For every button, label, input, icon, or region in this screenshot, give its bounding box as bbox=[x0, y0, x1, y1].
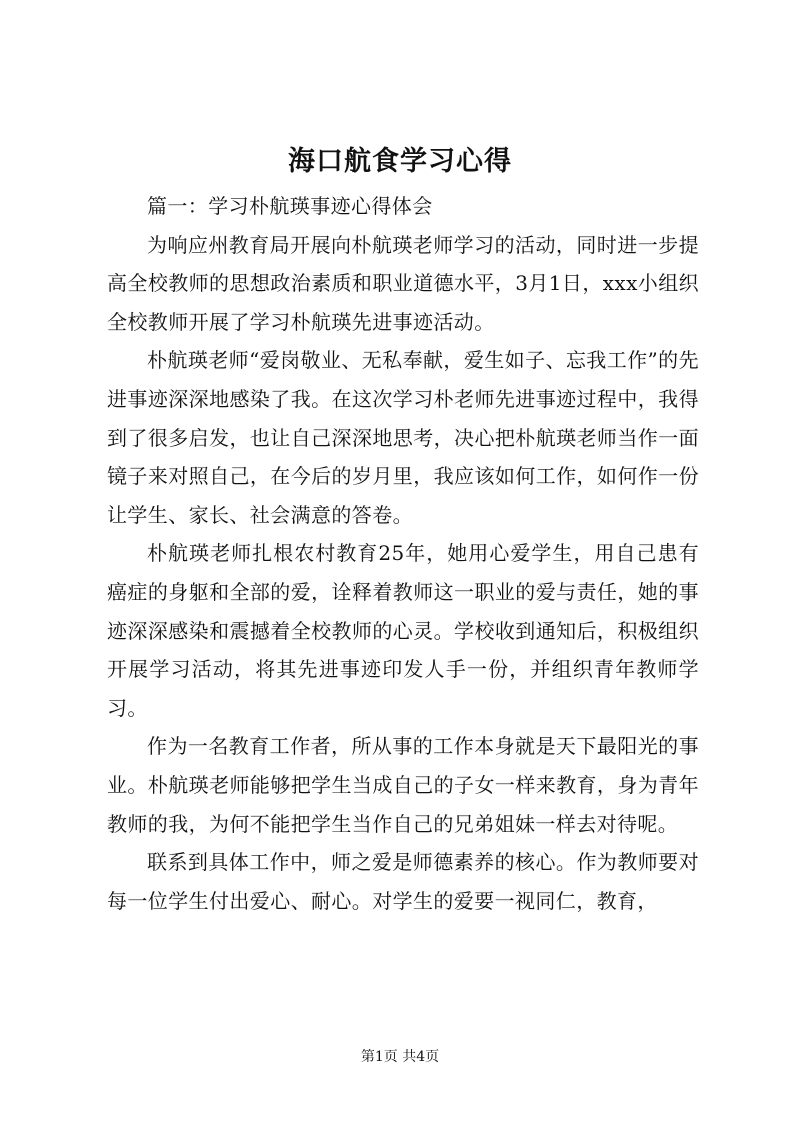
paragraph: 作为一名教育工作者，所从事的工作本身就是天下最阳光的事业。朴航瑛老师能够把学生当成自己的子女一样来教育，身为青年教师的我，为何不能把学生当作自己的兄弟姐妹一样去对待呢。 bbox=[107, 734, 699, 836]
document-body bbox=[107, 187, 699, 920]
paragraph: 朴航瑛老师“爱岗敬业、无私奉献，爱生如子、忘我工作”的先进事迹深深地感染了我。在这次学习朴老师先进事迹过程中，我得到了很多启发，也让自己深深地思考，决心把朴航瑛老师当作一面镜子来对照自己，在今后的岁月里，我应该如何工作，如何作一份让学生、家长、社会满意的答卷。 bbox=[107, 348, 699, 527]
paragraph-subtitle: 篇一：学习朴航瑛事迹心得体会 bbox=[147, 194, 433, 218]
paragraph: 为响应州教育局开展向朴航瑛老师学习的活动，同时进一步提高全校教师的思想政治素质和职业道德水平，3月1日，xxx小组织全校教师开展了学习朴航瑛先进事迹活动。 bbox=[107, 232, 699, 334]
page-footer: 第1页 共4页 bbox=[360, 1049, 440, 1065]
paragraph: 联系到具体工作中，师之爱是师德素养的核心。作为教师要对每一位学生付出爱心、耐心。对学生的爱要一视同仁，教育， bbox=[107, 850, 699, 913]
paragraph: 朴航瑛老师扎根农村教育25年，她用心爱学生，用自己患有癌症的身躯和全部的爱，诠释着教师这一职业的爱与责任，她的事迹深深感染和震撼着全校教师的心灵。学校收到通知后，积极组织开展学习活动，将其先进事迹印发人手一份，并组织青年教师学习。 bbox=[107, 541, 699, 720]
page-title: 海口航食学习心得 bbox=[288, 146, 512, 177]
